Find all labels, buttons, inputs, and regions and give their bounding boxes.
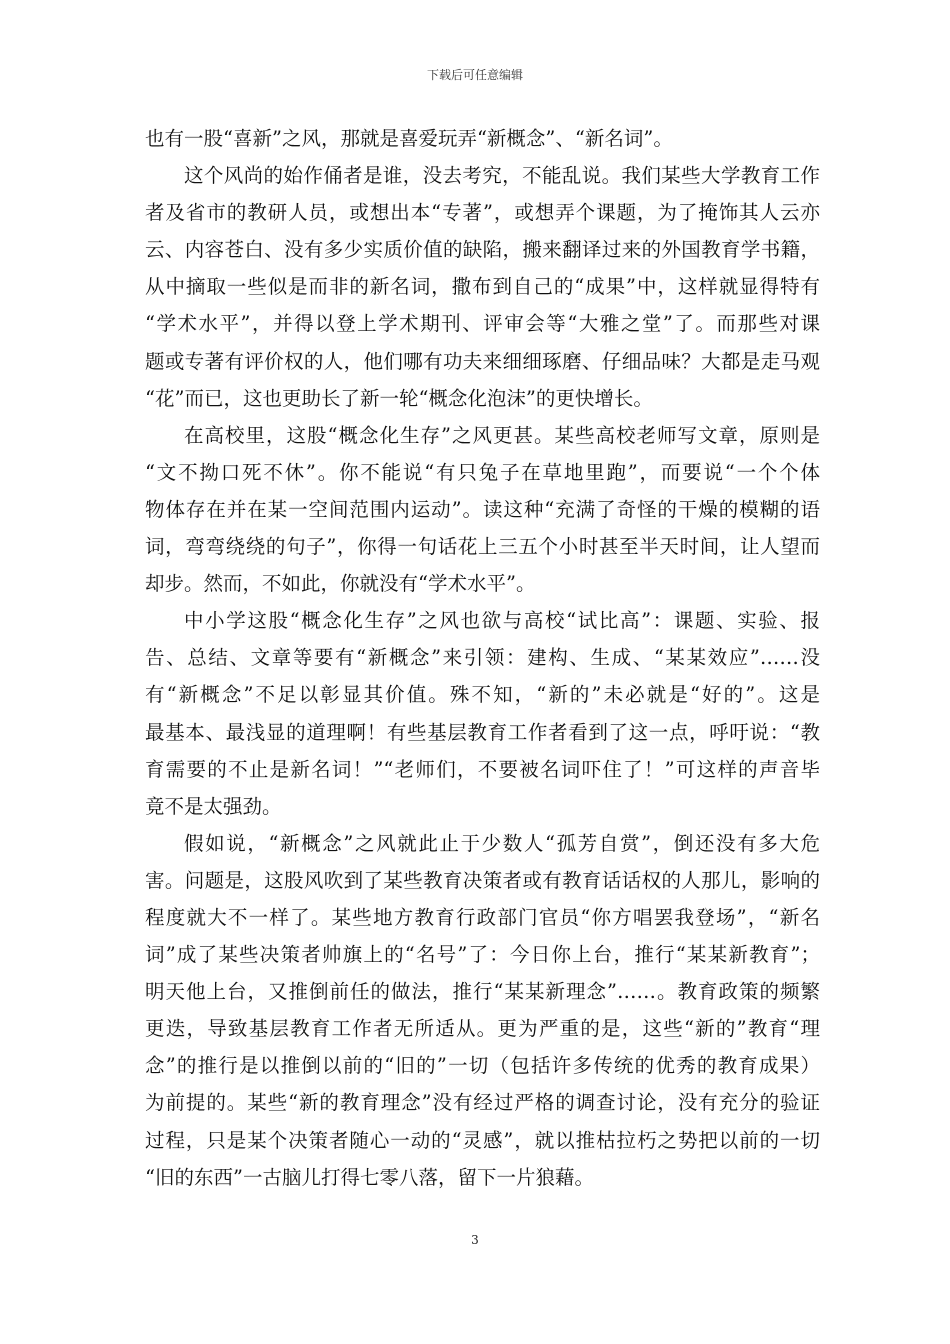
text-line: 题或专著有评价权的人，他们哪有功夫来细细琢磨、仔细品味？大都是走马观 — [145, 349, 820, 373]
text-line: 在高校里，这股“概念化生存”之风更甚。某些高校老师写文章，原则是 — [184, 423, 820, 447]
text-line: 这个风尚的始作俑者是谁，没去考究，不能乱说。我们某些大学教育工作 — [184, 164, 820, 188]
text-line: 过程，只是某个决策者随心一动的“灵感”，就以推枯拉朽之势把以前的一切 — [145, 1128, 820, 1152]
text-line: 明天他上台，又推倒前任的做法，推行“某某新理念”……。教育政策的频繁 — [145, 980, 820, 1004]
paragraph — [145, 417, 820, 602]
text-line: 却步。然而，不如此，你就没有“学术水平”。 — [145, 572, 536, 596]
text-line: 物体存在并在某一空间范围内运动”。读这种“充满了奇怪的干燥的模糊的语 — [145, 497, 820, 521]
text-line: 中小学这股“概念化生存”之风也欲与高校“试比高”：课题、实验、报 — [184, 609, 820, 633]
text-line: 害。问题是，这股风吹到了某些教育决策者或有教育话话权的人那儿，影响的 — [145, 868, 820, 892]
text-line: 更迭，导致基层教育工作者无所适从。更为严重的是，这些“新的”教育“理 — [145, 1017, 820, 1041]
paragraph — [145, 825, 820, 1196]
text-line: 从中摘取一些似是而非的新名词，撒布到自己的“成果”中，这样就显得特有 — [145, 275, 820, 299]
page-number: 3 — [471, 1233, 479, 1247]
text-line: 告、总结、文章等要有“新概念”来引领：建构、生成、“某某效应”……没 — [145, 646, 820, 670]
paragraph — [145, 602, 820, 825]
text-line: “旧的东西”一古脑儿打得七零八落，留下一片狼藉。 — [145, 1165, 594, 1189]
text-line: 为前提的。某些“新的教育理念”没有经过严格的调查讨论，没有充分的验证 — [145, 1091, 820, 1115]
document-body — [145, 120, 820, 1196]
text-line: “学术水平”，并得以登上学术期刊、评审会等“大雅之堂”了。而那些对课 — [145, 312, 820, 336]
text-line: 者及省市的教研人员，或想出本“专著”，或想弄个课题，为了掩饰其人云亦 — [145, 201, 820, 225]
text-line: 育需要的不止是新名词！”“老师们，不要被名词吓住了！”可这样的声音毕 — [145, 757, 820, 781]
text-line: 也有一股“喜新”之风，那就是喜爱玩弄“新概念”、“新名词”。 — [145, 127, 673, 150]
text-line: “花”而已，这也更助长了新一轮“概念化泡沫”的更快增长。 — [145, 386, 653, 410]
paragraph — [145, 157, 820, 417]
text-line: 竟不是太强劲。 — [145, 794, 282, 818]
text-line: 最基本、最浅显的道理啊！有些基层教育工作者看到了这一点，呼吁说：“教 — [145, 720, 820, 744]
text-line: 有“新概念”不足以彰显其价值。殊不知，“新的”未必就是“好的”。这是 — [145, 683, 820, 707]
text-line: 词，弯弯绕绕的句子”，你得一句话花上三五个小时甚至半天时间，让人望而 — [145, 535, 820, 559]
text-line: 词”成了某些决策者帅旗上的“名号”了：今日你上台，推行“某某新教育”； — [145, 943, 820, 967]
page-header: 下载后可任意编辑 — [426, 68, 523, 82]
text-line: 程度就大不一样了。某些地方教育行政部门官员“你方唱罢我登场”，“新名 — [145, 905, 820, 929]
text-line: “文不拗口死不休”。你不能说“有只兔子在草地里跑”，而要说“一个个体 — [145, 460, 820, 484]
text-line: 云、内容苍白、没有多少实质价值的缺陷，搬来翻译过来的外国教育学书籍， — [145, 238, 820, 262]
text-line: 念”的推行是以推倒以前的“旧的”一切（包括许多传统的优秀的教育成果） — [145, 1054, 820, 1078]
paragraph — [145, 120, 820, 157]
text-line: 假如说，“新概念”之风就此止于少数人“孤芳自赏”，倒还没有多大危 — [184, 831, 820, 855]
